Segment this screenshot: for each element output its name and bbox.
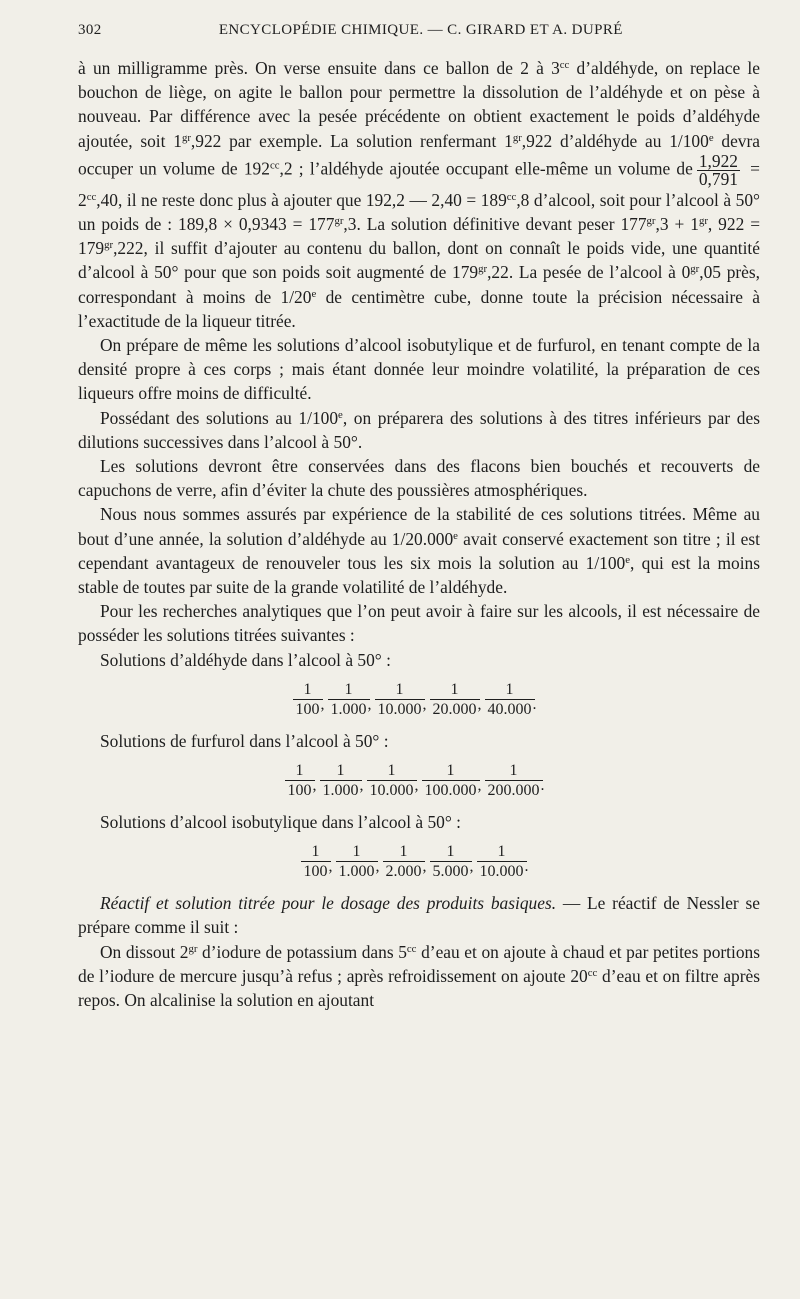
fraction — [304, 842, 328, 881]
fraction-row — [78, 680, 760, 719]
fraction-numerator: 1 — [430, 842, 472, 862]
fraction-separator: , — [422, 858, 427, 876]
fraction-denominator: 40.000 — [487, 700, 532, 718]
fraction-separator: , — [469, 858, 474, 876]
fraction-separator: . — [540, 776, 545, 794]
fraction-denominator: 100 — [287, 782, 312, 800]
fraction-denominator: 20.000 — [432, 700, 477, 718]
fraction-separator: , — [477, 776, 482, 794]
fraction-separator: , — [375, 858, 380, 876]
fraction-denominator: 10.000 — [377, 700, 422, 718]
fraction — [488, 761, 540, 800]
fraction-denominator: 5.000 — [432, 863, 469, 881]
fraction-numerator: 1 — [328, 680, 370, 700]
paragraph-8: On dissout $2^{gr}$ d’iodure de potassium dans $5^{cc}$ d’eau et on ajoute à chaud et par petites portions de l’iodure de mercure jusqu’à refus ; après refroidissement on ajoute $20^{cc}$ d’eau et on filtre après repos. On alcalinise la solution en ajoutant — [78, 941, 761, 1011]
fraction — [288, 761, 312, 800]
fraction-separator: , — [320, 695, 325, 713]
fraction — [480, 842, 524, 881]
fraction — [425, 761, 477, 800]
fraction-numerator: 1 — [336, 842, 378, 862]
fraction-numerator: 1 — [383, 842, 425, 862]
fraction-numerator: 1 — [375, 680, 425, 700]
fraction-numerator: 1 — [485, 680, 535, 700]
paragraph-3: Possédant des solutions au 1/100e, on préparera des solutions à des titres inférieurs par des dilutions successives dans l’alcool à 50°. — [78, 407, 760, 452]
solution-group-label: Solutions d’alcool isobutylique dans l’alcool à 50° : — [100, 812, 461, 833]
running-title: ENCYCLOPÉDIE CHIMIQUE. — C. GIRARD ET A. DUPRÉ — [218, 22, 623, 38]
paragraph-4: Les solutions devront être conservées dans des flacons bien bouchés et recouverts de capuchons de verre, afin d’éviter la chute des poussières atmosphériques. — [78, 456, 760, 501]
fraction-separator: , — [312, 776, 317, 794]
fraction-separator: , — [359, 776, 364, 794]
fraction-denominator: 10.000 — [369, 782, 414, 800]
paragraph-5: Nous nous sommes assurés par expérience de la stabilité de ces solutions titrées. Même au bout d’une année, la solution d’aldéhyde au 1/20.000e avait conservé exactement son titre ; il est cependant avantageux de renouveler tous les six mois la solution au 1/100e, qui est la moins stable de toutes par suite de la grande volatilité de l’aldéhyde. — [78, 504, 761, 598]
fraction — [296, 680, 320, 719]
paragraph-7: Réactif et solution titrée pour le dosage des produits basiques. — Le réactif de Nessler se prépare comme il suit : — [78, 893, 760, 938]
fraction-denominator: 100.000 — [424, 782, 477, 800]
fraction-numerator: 1 — [477, 842, 527, 862]
paragraph-6: Pour les recherches analytiques que l’on peut avoir à faire sur les alcools, il est nécessaire de posséder les solutions titrées suivantes : — [78, 601, 760, 646]
fraction-denominator: 100 — [303, 863, 328, 881]
fraction-denominator: 1.000 — [338, 863, 375, 881]
fraction-separator: , — [367, 695, 372, 713]
fraction-row — [78, 761, 760, 800]
fraction-denominator: 1.000 — [322, 782, 359, 800]
fraction — [488, 680, 532, 719]
fraction-separator: , — [328, 858, 333, 876]
page-header — [78, 22, 760, 56]
fraction-row — [78, 842, 760, 881]
fraction-separator: , — [477, 695, 482, 713]
fraction — [370, 761, 414, 800]
fraction-numerator: 1 — [422, 761, 480, 781]
fraction-numerator: 1 — [430, 680, 480, 700]
fraction-numerator: 1 — [367, 761, 417, 781]
fraction-separator: . — [524, 858, 529, 876]
fraction-numerator: 1 — [285, 761, 315, 781]
section-heading: Réactif et solution titrée pour le dosage des produits basiques. — [100, 893, 557, 914]
inline-fraction: $\frac{1,922}{0,791}$ — [698, 150, 738, 189]
fraction-numerator: 1 — [485, 761, 543, 781]
fraction — [331, 680, 367, 719]
fraction-numerator: 1 — [293, 680, 323, 700]
solution-group-label: Solutions d’aldéhyde dans l’alcool à 50° : — [100, 649, 391, 670]
fraction-denominator: 10.000 — [479, 863, 524, 881]
fraction-separator: , — [422, 695, 427, 713]
fraction-numerator: 1 — [320, 761, 362, 781]
fraction-separator: , — [414, 776, 419, 794]
solutions-list — [78, 648, 760, 882]
fraction-denominator: 1.000 — [330, 700, 367, 718]
fraction — [339, 842, 375, 881]
fraction-numerator: 1 — [301, 842, 331, 862]
fraction — [378, 680, 422, 719]
fraction — [433, 680, 477, 719]
page-body — [78, 56, 760, 1012]
fraction-denominator: 100 — [295, 700, 320, 718]
fraction-denominator: 2.000 — [385, 863, 422, 881]
paragraph-2: On prépare de même les solutions d’alcool isobutylique et de furfurol, en tenant compte de la densité propre à ces corps ; mais étant donnée leur moindre volatilité, la préparation de ces liqueurs offre moins de difficulté. — [78, 335, 760, 404]
page-number: 302 — [78, 22, 102, 38]
fraction — [433, 842, 469, 881]
fraction-denominator: 200.000 — [487, 782, 540, 800]
solution-group-label: Solutions de furfurol dans l’alcool à 50° : — [100, 730, 389, 751]
fraction-separator: . — [532, 695, 537, 713]
fraction — [386, 842, 422, 881]
fraction — [323, 761, 359, 800]
paragraph-1: à un milligramme près. On verse ensuite dans ce ballon de 2 à $3^{cc}$ d’aldéhyde, on replace le bouchon de liège, on agite le ballon pour permettre la dissolution de l’aldéhyde et on pèse à nouveau. Par différence avec la pesée précédente on obtient exactement le poids d’aldéhyde ajoutée, soit $1^{gr},922$ par exemple. La solution renfermant $1^{gr},922$ d’aldéhyde au 1/100e devra occuper un volume de $192^{cc},2$ ; l’aldéhyde ajoutée occupant elle-même un volume de $\frac{1,922}{0,791}$ = $2^{cc},40$, il ne reste donc plus à ajouter que 192,2 — $2,40 = 189^{cc},8$ d’alcool, soit pour l’alcool à 50° un poids de : $189,8 \times 0,9343 = 177^{gr},3$. La solution définitive devant peser $177^{gr},3 + 1^{gr}$, $922 = 179^{gr},222$, il suffit d’ajouter au contenu du ballon, dont on connaît le poids vide, une quantité d’alcool à 50° pour que son poids soit augmenté de $179^{gr},22$. La pesée de l’alcool à $0^{gr},05$ près, correspondant à moins de 1/20e de centimètre cube, donne toute la précision nécessaire à l’exactitude de la liqueur titrée. — [78, 58, 761, 331]
